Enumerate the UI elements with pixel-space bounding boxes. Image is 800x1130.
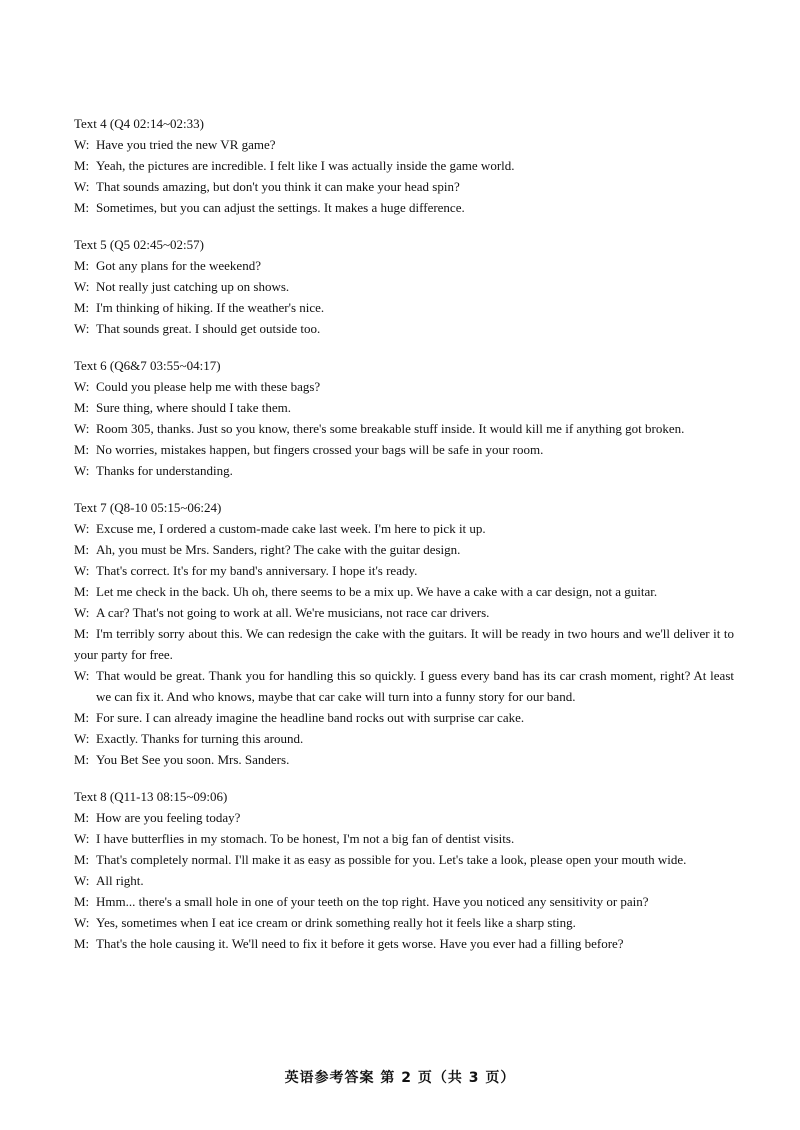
speaker-label: M:: [74, 200, 90, 215]
dialogue-line: [74, 460, 734, 481]
dialogue-line: [74, 539, 734, 560]
dialogue-text: Yes, sometimes when I eat ice cream or drink something really hot it feels like a sharp sting.: [96, 915, 576, 930]
dialogue-text: How are you feeling today?: [96, 810, 241, 825]
speaker-label: W:: [74, 137, 90, 152]
speaker-label: W:: [74, 605, 90, 620]
dialogue-section: [74, 786, 734, 954]
dialogue-text: I'm terribly sorry about this. We can redesign the cake with the guitars. It will be ready in two hours and we'll deliver it to your party for free.: [74, 626, 734, 662]
dialogue-text: Sometimes, but you can adjust the settings. It makes a huge difference.: [96, 200, 465, 215]
speaker-label: W:: [74, 563, 90, 578]
dialogue-line: [74, 665, 734, 707]
speaker-label: M:: [74, 300, 90, 315]
speaker-label: M:: [74, 542, 90, 557]
dialogue-text: A car? That's not going to work at all. We're musicians, not race car drivers.: [96, 605, 490, 620]
dialogue-line: [74, 176, 734, 197]
dialogue-text: Excuse me, I ordered a custom-made cake last week. I'm here to pick it up.: [96, 521, 486, 536]
speaker-label: M:: [74, 752, 90, 767]
section-title: Text 7 (Q8-10 05:15~06:24): [74, 500, 222, 515]
speaker-label: W:: [74, 379, 90, 394]
document-body: [74, 113, 734, 970]
section-title: Text 4 (Q4 02:14~02:33): [74, 116, 204, 131]
dialogue-section: [74, 113, 734, 218]
dialogue-line: [74, 276, 734, 297]
section-title: Text 5 (Q5 02:45~02:57): [74, 237, 204, 252]
dialogue-text: Room 305, thanks. Just so you know, there's some breakable stuff inside. It would kill me if anything got broken.: [96, 421, 685, 436]
speaker-label: M:: [74, 258, 90, 273]
dialogue-text: Sure thing, where should I take them.: [96, 400, 291, 415]
dialogue-line: [74, 418, 734, 439]
speaker-label: W:: [74, 179, 90, 194]
dialogue-text: Yeah, the pictures are incredible. I felt like I was actually inside the game world.: [96, 158, 515, 173]
dialogue-line: [74, 197, 734, 218]
dialogue-text: You Bet See you soon. Mrs. Sanders.: [96, 752, 290, 767]
dialogue-text: That sounds amazing, but don't you think it can make your head spin?: [96, 179, 460, 194]
dialogue-text: That's the hole causing it. We'll need to fix it before it gets worse. Have you ever had a filling before?: [96, 936, 624, 951]
dialogue-section: [74, 497, 734, 770]
dialogue-line: [74, 891, 734, 912]
dialogue-text: That sounds great. I should get outside too.: [96, 321, 321, 336]
speaker-label: M:: [74, 584, 90, 599]
speaker-label: M:: [74, 852, 90, 867]
dialogue-text: Ah, you must be Mrs. Sanders, right? The cake with the guitar design.: [96, 542, 461, 557]
speaker-label: M:: [74, 626, 90, 641]
speaker-label: M:: [74, 400, 90, 415]
speaker-label: M:: [74, 710, 90, 725]
dialogue-text: Thanks for understanding.: [96, 463, 233, 478]
speaker-label: W:: [74, 421, 90, 436]
dialogue-text: I'm thinking of hiking. If the weather's nice.: [96, 300, 325, 315]
dialogue-line: [74, 870, 734, 891]
speaker-label: W:: [74, 915, 90, 930]
speaker-label: W:: [74, 279, 90, 294]
dialogue-line: [74, 581, 734, 602]
dialogue-section: [74, 355, 734, 481]
dialogue-section: [74, 234, 734, 339]
speaker-label: W:: [74, 731, 90, 746]
dialogue-text: Let me check in the back. Uh oh, there seems to be a mix up. We have a cake with a car design, not a guitar.: [96, 584, 658, 599]
dialogue-line: [74, 807, 734, 828]
dialogue-text: Could you please help me with these bags?: [96, 379, 321, 394]
dialogue-line: [74, 623, 734, 665]
page-footer: 英语参考答案 第 2 页（共 3 页）: [284, 1070, 516, 1086]
speaker-label: M:: [74, 936, 90, 951]
speaker-label: M:: [74, 894, 90, 909]
dialogue-line: [74, 849, 734, 870]
dialogue-text: Got any plans for the weekend?: [96, 258, 261, 273]
dialogue-text: All right.: [96, 873, 144, 888]
dialogue-line: [74, 134, 734, 155]
dialogue-line: [74, 518, 734, 539]
dialogue-line: [74, 155, 734, 176]
speaker-label: M:: [74, 810, 90, 825]
dialogue-line: [74, 749, 734, 770]
dialogue-line: [74, 560, 734, 581]
dialogue-text: That's completely normal. I'll make it as easy as possible for you. Let's take a look, please open your mouth wide.: [96, 852, 687, 867]
dialogue-line: [74, 255, 734, 276]
section-title: Text 8 (Q11-13 08:15~09:06): [74, 789, 228, 804]
dialogue-line: [74, 318, 734, 339]
dialogue-text: I have butterflies in my stomach. To be honest, I'm not a big fan of dentist visits.: [96, 831, 515, 846]
speaker-label: W:: [74, 873, 90, 888]
speaker-label: W:: [74, 831, 90, 846]
dialogue-text: Not really just catching up on shows.: [96, 279, 290, 294]
dialogue-text: Have you tried the new VR game?: [96, 137, 276, 152]
speaker-label: M:: [74, 442, 90, 457]
dialogue-line: [74, 376, 734, 397]
speaker-label: W:: [74, 521, 90, 536]
dialogue-text: That's correct. It's for my band's anniversary. I hope it's ready.: [96, 563, 418, 578]
dialogue-text: Hmm... there's a small hole in one of your teeth on the top right. Have you noticed any sensitivity or pain?: [96, 894, 649, 909]
speaker-label: M:: [74, 158, 90, 173]
section-title: Text 6 (Q6&7 03:55~04:17): [74, 358, 221, 373]
dialogue-text: Exactly. Thanks for turning this around.: [96, 731, 304, 746]
speaker-label: W:: [74, 463, 90, 478]
speaker-label: W:: [74, 321, 90, 336]
dialogue-line: [74, 397, 734, 418]
dialogue-line: [74, 933, 734, 954]
dialogue-line: [74, 912, 734, 933]
dialogue-text: That would be great. Thank you for handling this so quickly. I guess every band has its car crash moment, right? At least we can fix it. And who knows, maybe that car cake will turn into a funny story for our band.: [96, 668, 734, 704]
dialogue-line: [74, 297, 734, 318]
speaker-label: W:: [74, 668, 90, 683]
dialogue-line: [74, 602, 734, 623]
dialogue-text: No worries, mistakes happen, but fingers crossed your bags will be safe in your room.: [96, 442, 544, 457]
dialogue-line: [74, 828, 734, 849]
dialogue-line: [74, 707, 734, 728]
dialogue-line: [74, 728, 734, 749]
dialogue-line: [74, 439, 734, 460]
dialogue-text: For sure. I can already imagine the headline band rocks out with surprise car cake.: [96, 710, 525, 725]
